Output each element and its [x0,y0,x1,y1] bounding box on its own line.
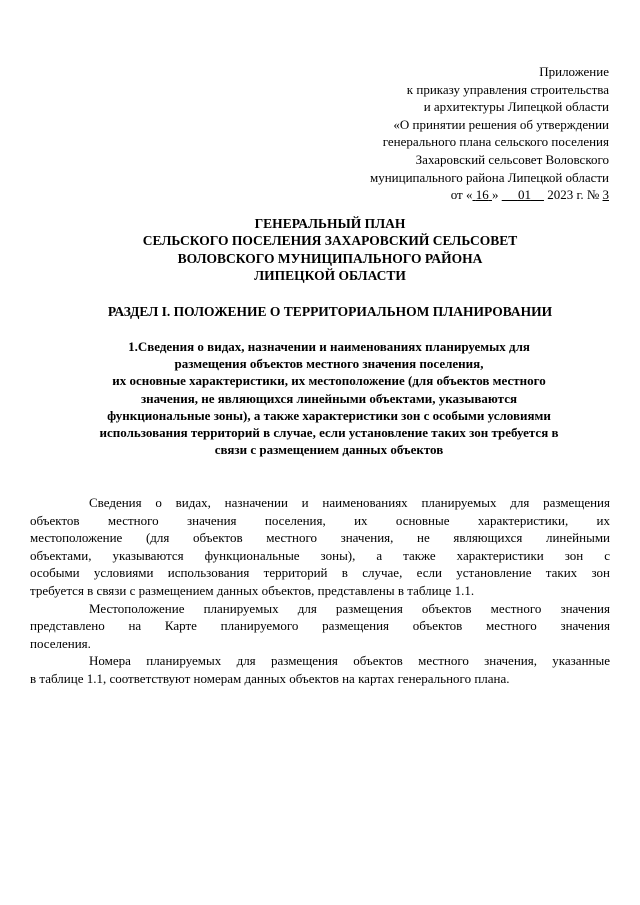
paragraph-line: Местоположение планируемых для размещения объектов местного значения [89,600,610,616]
paragraph-3 [30,652,610,687]
title-line: ВОЛОВСКОГО МУНИЦИПАЛЬНОГО РАЙОНА [177,250,483,266]
subheading-line: связи с размещением данных объектов [214,442,444,458]
date-day: 16 [475,187,489,203]
section-heading: РАЗДЕЛ I. ПОЛОЖЕНИЕ О ТЕРРИТОРИАЛЬНОМ ПЛАНИРОВАНИИ [107,304,553,319]
appendix-line: к приказу управления строительства [406,81,609,97]
paragraph-1 [30,494,610,600]
date-month: 01 [517,187,531,203]
appendix-line: «О принятии решения об утверждении [393,116,609,132]
subheading-line: значения, не являющихся линейными объектами, указываются [140,390,518,406]
paragraph-line: в таблице 1.1, соответствуют номерам данных объектов на картах генерального плана. [30,670,510,686]
document-title [60,215,600,284]
order-number: 3 [602,187,609,203]
date-prefix: от « [450,187,473,203]
appendix-line: и архитектуры Липецкой области [423,99,609,115]
paragraph-line: представлено на Карте планируемого размещения объектов местного значения [30,618,610,634]
subheading-line: их основные характеристики, их местоположение (для объектов местного [112,373,546,389]
paragraph-line: местоположение (для объектов местного значения, не являющихся линейными [30,530,610,546]
appendix-block [370,63,609,204]
appendix-line: Захаровский сельсовет Воловского [415,151,609,167]
subsection-heading [52,338,606,458]
appendix-line: генерального плана сельского поселения [382,134,609,150]
subheading-line: использования территорий в случае, если установление таких зон требуется в [99,425,559,441]
paragraph-line: требуется в связи с размещением данных объектов, представлены в таблице 1.1. [30,582,475,598]
body-text [30,494,610,688]
paragraph-line: особыми условиями использования территорий в случае, если установление таких зон [30,565,610,581]
subheading-line: размещения объектов местного значения поселения, [174,356,484,372]
title-line: ГЕНЕРАЛЬНЫЙ ПЛАН [254,216,406,231]
paragraph-line: объектами, указываются функциональные зоны), а также характеристики зон с [30,547,610,563]
paragraph-line: объектов местного значения поселения, их основные характеристики, их [30,512,610,528]
paragraph-line: Номера планируемых для размещения объектов местного значения, указанные [89,653,610,669]
title-line: ЛИПЕЦКОЙ ОБЛАСТИ [254,267,406,283]
date-mid: » [491,187,499,203]
paragraph-line: Сведения о видах, назначении и наименованиях планируемых для размещения [89,495,610,510]
subheading-line: 1.Сведения о видах, назначении и наименованиях планируемых для [128,339,530,354]
paragraph-line: поселения. [30,635,91,651]
date-year: 2023 г. № [547,187,600,203]
subheading-line: функциональные зоны), а также характеристики зон с особыми условиями [107,407,551,423]
paragraph-2 [30,600,610,653]
title-line: СЕЛЬСКОГО ПОСЕЛЕНИЯ ЗАХАРОВСКИЙ СЕЛЬСОВЕТ [142,233,518,249]
appendix-line: муниципального района Липецкой области [369,169,609,185]
appendix-date-line [370,186,609,204]
appendix-line: Приложение [539,64,609,79]
